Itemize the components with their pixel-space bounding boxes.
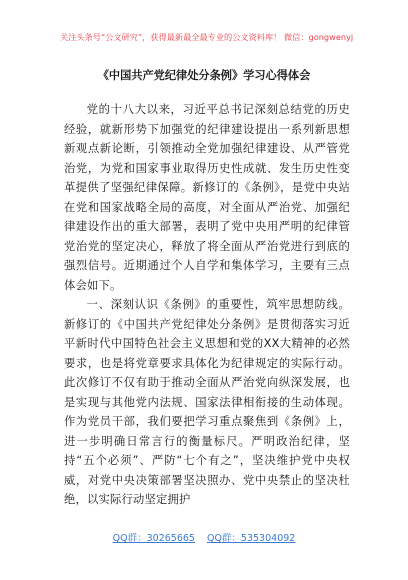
qq-group-link-2[interactable]: QQ群：535304092 — [206, 533, 296, 544]
footer-contact — [0, 532, 408, 546]
paragraph: 党的十八大以来，习近平总书记深刻总结党的历史经验，就新形势下加强党的纪律建设提出一系列新思想新观点新论断，引领推动全党加强纪律建设、从严管党治党，为党和国家事业取得历史性成就、发生历史性变革提供了坚强纪律保障。新修订的《条例》，是党中央站在党和国家战略全局的高度，对全面从严治党、加强纪律建设作出的重大部署，表明了党中央用严明的纪律管党治党的坚定决心，释放了将全面从严治党进行到底的强烈信号。近期通过个人自学和集体学习，主要有三点体会如下。 — [64, 103, 350, 292]
document-title: 《中国共产党纪律处分条例》学习心得体会 — [97, 69, 311, 82]
qq-group-link-1[interactable]: QQ群：30265665 — [112, 533, 195, 544]
header-banner: 关注头条号“公文研究”，获得最新最全最专业的公文资料库！ 微信：gongwenyj — [60, 32, 354, 42]
document-body-section-1 — [64, 100, 350, 295]
paragraph: 一、深刻认识《条例》的重要性，筑牢思想防线。新修订的《中国共产党纪律处分条例》是贯彻落实习近平新时代中国特色社会主义思想和党的XX大精神的必然要求，也是将党章要求具体化为纪律规定的实际行动。此次修订不仅有助于推动全面从严治党向纵深发展，也是实现与其他党内法规、国家法律相衔接的生动体现。作为党员干部，我们要把学习重点聚焦到《条例》上，进一步明确日常言行的衡量标尺。严明政治纪律，坚持“五个必须”、严防“七个有之”，坚决维护党中央权威，对党中央决策部署坚决照办、党中央禁止的坚决杜绝，以实际行动坚定拥护 — [64, 298, 350, 506]
document-body-section-2 — [64, 295, 350, 510]
